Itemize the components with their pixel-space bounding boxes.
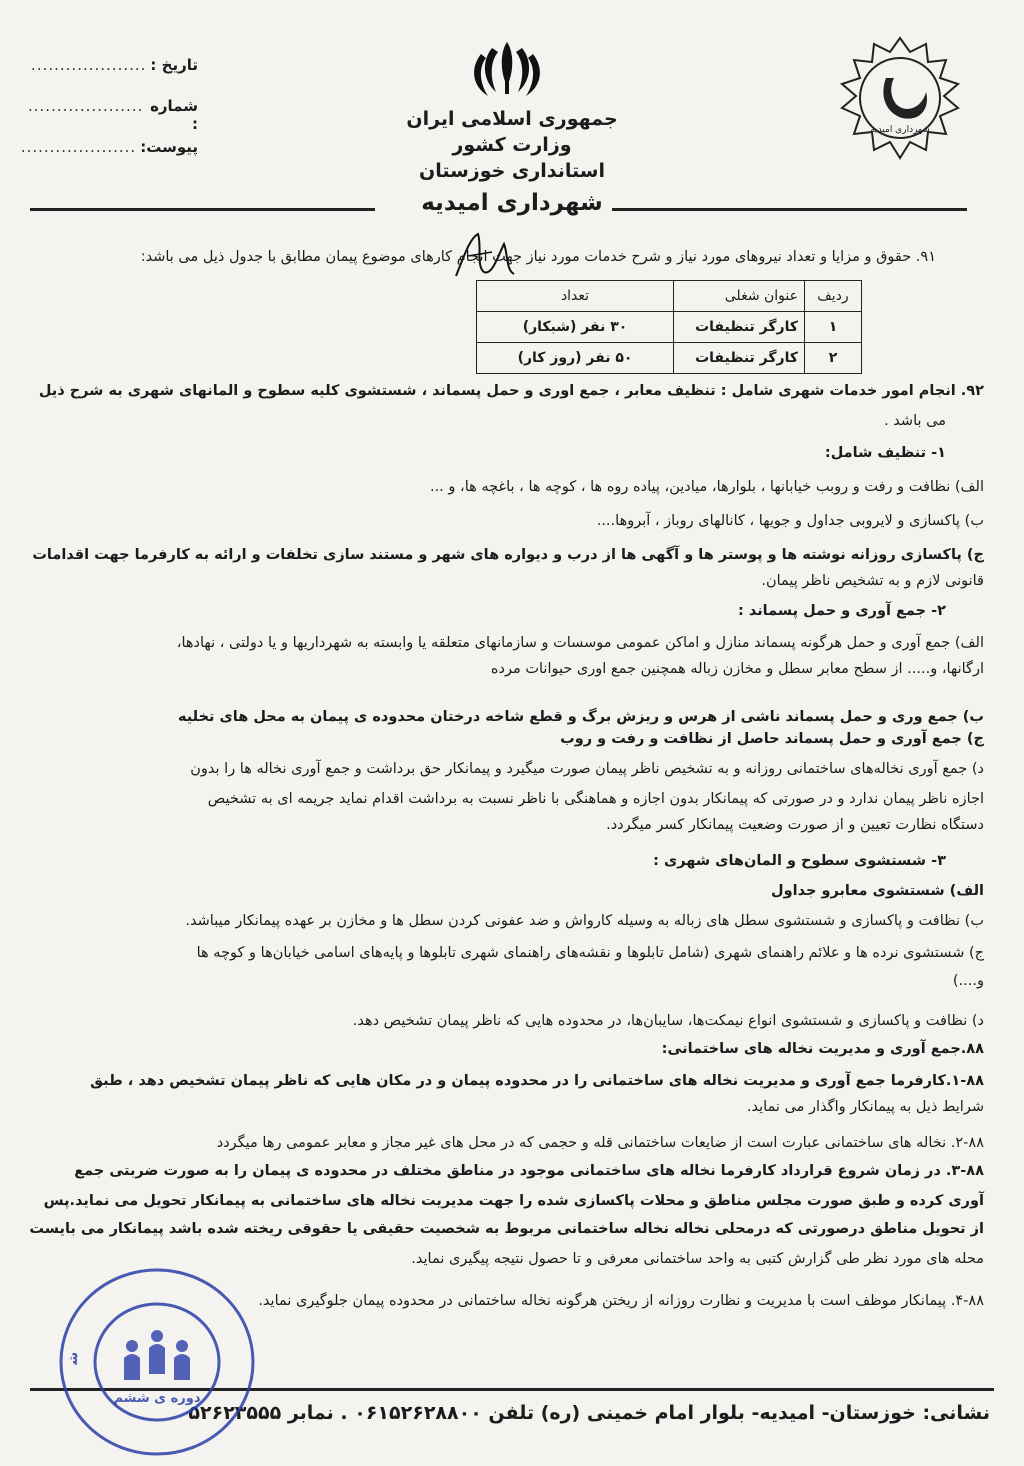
municipality-title: شهرداری امیدیه xyxy=(421,190,603,216)
subsection-heading: ۱- تنظیف شامل: xyxy=(824,445,946,461)
number-blank: .................... xyxy=(28,97,144,115)
body-line: محله های مورد نظر طی گزارش کتبی به واحد ساختمانی معرفی و تا حصول نتیجه پیگیری نماید. xyxy=(411,1251,984,1267)
body-line: ب) نظافت و پاکسازی و شستشوی سطل های زباله به وسیله کارواش و ضد عفونی کردن سطل ها و مخازن بر عهده پیمانکار میباشد. xyxy=(185,913,984,929)
attachment-label: پیوست: xyxy=(140,138,198,156)
table-row xyxy=(477,312,862,343)
republic-title: جمهوری اسلامی ایران xyxy=(406,108,618,130)
cell-count: ۳۰ نفر (شبکار) xyxy=(477,312,674,343)
governorate-title: استانداری خوزستان xyxy=(418,160,605,182)
footer-address: نشانی: خوزستان- امیدیه- بلوار امام خمینی (ره) تلفن ۰۶۱۵۲۶۲۸۸۰۰ . نمابر ۵۲۶۲۳۵۵۵ xyxy=(188,1402,990,1424)
header-count: تعداد xyxy=(477,281,674,312)
body-line: ۴-۸۸. پیمانکار موظف است با مدیریت و نظارت روزانه از ریختن هرگونه نخاله ساختمانی در محدوده پیمان جلوگیری نماید. xyxy=(258,1293,984,1309)
section-91-intro: ۹۱. حقوق و مزایا و تعداد نیروهای مورد نیاز و شرح خدمات مورد نیاز جهت انجام کارهای موضوع پیمان مطابق با جدول ذیل می باشد: xyxy=(140,249,936,265)
body-line: د) جمع آوری نخاله‌های ساختمانی روزانه و به تشخیص ناظر پیمان صورت میگیرد و پیمانکار حق برداشت و جمع آوری نخاله ها را بدون xyxy=(190,761,984,777)
number-label: شماره : xyxy=(150,97,198,133)
council-stamp-icon xyxy=(52,1262,262,1462)
body-line: ۲-۸۸. نخاله های ساختمانی عبارت است از ضایعات ساختمانی قله و حجمی که در محل های غیر مجاز و معابر عمومی رها میگردد xyxy=(216,1135,984,1151)
cell-job-title: کارگر تنظیفات xyxy=(674,343,805,374)
body-line: ج) شستشوی نرده ها و علائم راهنمای شهری (شامل تابلوها و نقشه‌های راهنمای شهری تابلوها و پایه‌های اسامی خیابان‌ها و کوچه ها xyxy=(196,945,984,961)
body-line: و....) xyxy=(952,973,984,989)
ministry-title: وزارت کشور xyxy=(452,134,572,156)
body-line: ج) پاکسازی روزانه نوشته ها و پوستر ها و آگهی ها از درب و دیواره های شهر و مستند سازی تخلفات و ارائه به کارفرما جهت اقدامات xyxy=(32,547,984,563)
subsection-heading: ۸۸.جمع آوری و مدیریت نخاله های ساختمانی: xyxy=(661,1041,984,1057)
body-line: ۳-۸۸. در زمان شروع قرارداد کارفرما نخاله های ساختمانی موجود در مناطق مختلف در محدوده ی پیمان را به صورت ضربتی جمع xyxy=(74,1163,984,1179)
date-blank: .................... xyxy=(31,56,147,74)
header-divider-right xyxy=(612,208,967,211)
svg-text:شورای اسلامی شهر امیدیه - استا xyxy=(52,1262,81,1366)
body-line: آوری کرده و طبق صورت مجلس مناطق و محلات پاکسازی شده را جهت مدیریت نخاله های ساختمانی به پیمانکار تحویل می نماید.پس xyxy=(43,1193,984,1209)
body-line: الف) نظافت و رفت و روبب خیابانها ، بلوارها، میادین، پیاده روه ها ، کوچه ها ، باغچه ها، و ... xyxy=(429,479,984,495)
body-line: ۱-۸۸.کارفرما جمع آوری و مدیریت نخاله های ساختمانی را در محدوده پیمان و در مکان هایی که ناظر پیمان تشخیص دهد ، طبق xyxy=(90,1073,984,1089)
cell-row-no: ۲ xyxy=(805,343,862,374)
body-line: الف) شستشوی معابرو جداول xyxy=(771,883,984,899)
svg-text:شهرداری امیدیه: شهرداری امیدیه xyxy=(870,125,930,135)
staff-table xyxy=(476,280,862,374)
subsection-heading: ۲- جمع آوری و حمل پسماند : xyxy=(738,603,946,619)
body-line: اجازه ناظر پیمان ندارد و در صورتی که پیمانکار بدون اجازه و هماهنگی با ناظر نسبت به برداشت اقدام نماید جریمه ای به تشخیص xyxy=(207,791,984,807)
cell-count: ۵۰ نفر (روز کار) xyxy=(477,343,674,374)
body-line: دستگاه نظارت تعیین و از صورت وضعیت پیمانکار کسر میگردد. xyxy=(606,817,984,833)
cell-row-no: ۱ xyxy=(805,312,862,343)
date-field xyxy=(28,56,198,74)
body-line: ب) جمع وری و حمل پسماند ناشی از هرس و ریزش برگ و قطع شاخه درختان محدوده ی پیمان به محل های تخلیه xyxy=(177,709,984,725)
header-job-title: عنوان شغلی xyxy=(674,281,805,312)
stamp-outer-text: ش xyxy=(65,1351,82,1366)
table-row xyxy=(477,343,862,374)
body-line: ارگانها، و..... از سطح معابر سطل و مخازن زباله همچنین جمع اوری حیوانات مرده xyxy=(490,661,984,677)
body-line: ج) جمع آوری و حمل پسماند حاصل از نظافت و رفت و روب xyxy=(560,731,984,747)
iran-emblem-icon xyxy=(462,38,552,100)
body-line: الف) جمع آوری و حمل هرگونه پسماند منازل و اماکن عمومی موسسات و سازمانهای متعلقه یا وابسته به شهرداریها و یا دولتی ، نهادها، xyxy=(176,635,984,651)
date-label: تاریخ : xyxy=(150,56,198,74)
body-line: از تحویل مناطق درصورتی که درمحلی نخاله نخاله ساختمانی مربوط به شخصیت حقیقی یا حقوقی ریخته شده باشد پیمانکار می بایست xyxy=(29,1221,984,1237)
subsection-heading: ۳- شستشوی سطوح و المان‌های شهری : xyxy=(653,853,946,869)
body-line: شرایط ذیل به پیمانکار واگذار می نماید. xyxy=(746,1099,984,1115)
section-92-line: می باشد . xyxy=(884,413,946,429)
section-92-line: ۹۲. انجام امور خدمات شهری شامل : تنظیف معابر ، جمع اوری و حمل پسماند ، شستشوی کلیه سطوح و المانهای شهری به شرح ذیل xyxy=(38,383,984,399)
stamp-inner-text: دوره ی ششم xyxy=(113,1391,201,1406)
municipality-logo-icon xyxy=(830,32,970,172)
cell-job-title: کارگر تنظیفات xyxy=(674,312,805,343)
header-divider-left xyxy=(30,208,375,211)
body-line: د) نظافت و پاکسازی و شستشوی انواع نیمکت‌ها، سایبان‌ها، در محدوده هایی که ناظر پیمان تشخیص دهد. xyxy=(352,1013,984,1029)
header-row-no: ردیف xyxy=(805,281,862,312)
attachment-blank: .................... xyxy=(20,138,137,156)
table-header-row xyxy=(477,281,862,312)
body-line: ب) پاکسازی و لایروبی جداول و جویها ، کانالهای روباز ، آبروها.... xyxy=(596,513,984,529)
body-line: قانونی لازم و به تشخیص ناظر پیمان. xyxy=(761,573,984,589)
